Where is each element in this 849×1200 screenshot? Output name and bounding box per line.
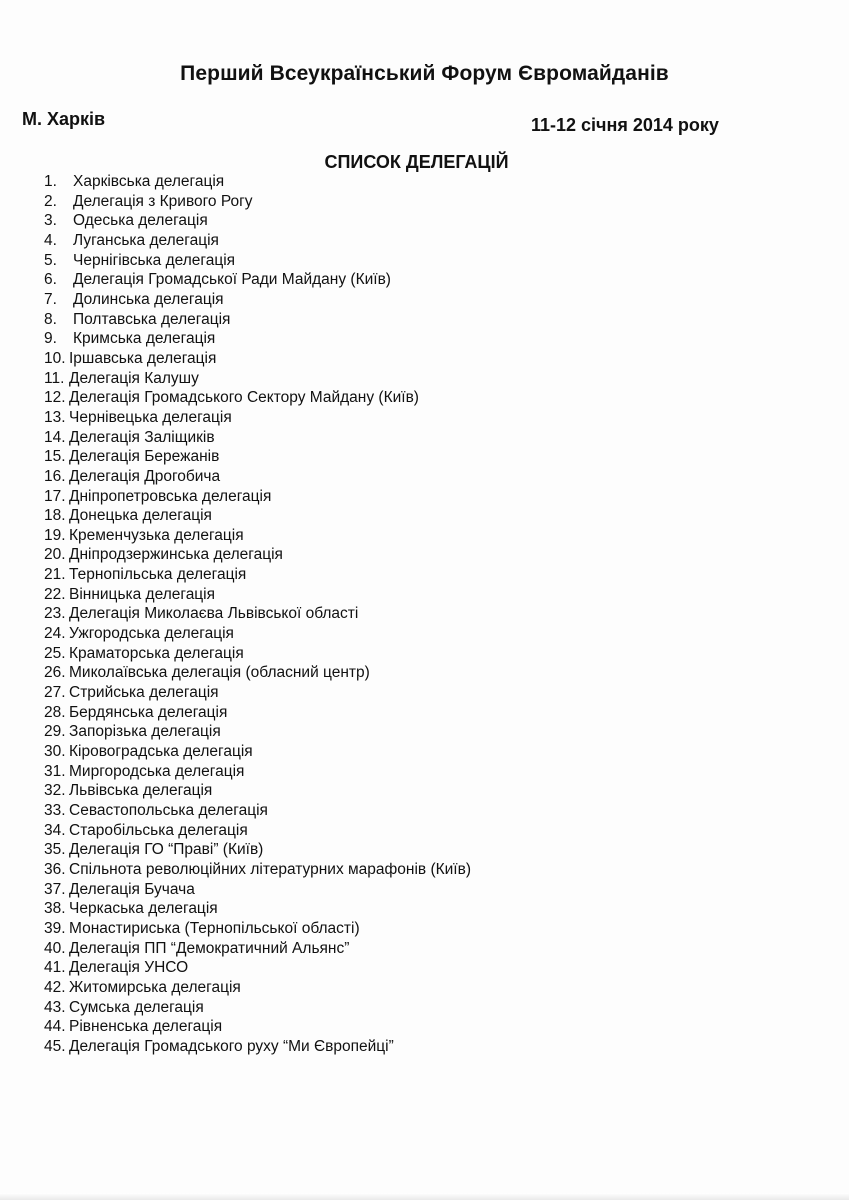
delegation-name: Житомирська делегація (69, 978, 241, 996)
delegation-number: 43. (44, 998, 66, 1016)
delegation-list-item (44, 781, 471, 801)
delegation-name: Чернівецька делегація (69, 408, 232, 426)
delegation-number: 36. (44, 860, 66, 878)
delegation-list-item (44, 447, 471, 467)
delegation-list-item (44, 467, 471, 487)
delegation-list-item (44, 644, 471, 664)
delegation-name: Кіровоградська делегація (69, 743, 253, 761)
delegation-name: Кременчузька делегація (69, 526, 244, 544)
delegation-list-item (44, 585, 471, 605)
delegation-number: 45. (44, 1037, 66, 1055)
delegation-number: 16. (44, 467, 66, 485)
delegation-name: Делегація Бучача (69, 880, 195, 898)
delegation-number: 3. (44, 212, 57, 230)
delegation-list-item (44, 998, 471, 1018)
delegation-name: Вінницька делегація (69, 585, 216, 603)
delegation-list-item (44, 349, 471, 369)
delegation-number: 1. (44, 173, 57, 190)
delegation-list-item (44, 919, 471, 939)
delegation-name: Харківська делегація (73, 173, 225, 190)
delegation-list-item (44, 192, 471, 212)
delegation-name: Делегація Громадської Ради Майдану (Київ) (73, 271, 391, 289)
delegation-number: 38. (44, 900, 66, 918)
delegation-name: Севастопольська делегація (69, 802, 268, 819)
delegation-name: Львівська делегація (69, 782, 213, 800)
delegation-name: Делегація УНСО (69, 959, 189, 977)
delegation-number: 19. (44, 526, 66, 544)
delegation-name: Іршавська делегація (69, 349, 217, 367)
delegation-number: 11. (44, 369, 65, 387)
delegation-list-item (44, 821, 471, 841)
delegation-number: 23. (44, 605, 66, 623)
delegation-number: 32. (44, 782, 66, 800)
delegation-number: 7. (44, 290, 57, 308)
delegation-name: Сумська делегація (69, 998, 204, 1016)
delegation-name: Бердянська делегація (69, 703, 228, 721)
delegation-list-item (44, 840, 471, 860)
delegation-number: 17. (44, 487, 66, 505)
delegation-number: 22. (44, 585, 66, 603)
delegation-name: Делегація Громадського руху “Ми Європейці” (69, 1037, 394, 1055)
delegation-number: 21. (44, 566, 66, 584)
delegation-list-item (44, 251, 471, 271)
delegation-list-item (44, 762, 471, 782)
delegation-name: Монастириська (Тернопільської області) (69, 919, 360, 937)
delegation-list-item (44, 388, 471, 408)
delegation-list-item (44, 663, 471, 683)
delegation-number: 8. (44, 310, 57, 328)
delegation-number: 6. (44, 271, 57, 289)
delegation-number: 26. (44, 664, 66, 682)
delegation-list-item (44, 899, 471, 919)
delegation-name: Делегація Миколаєва Львівської області (69, 605, 359, 623)
delegation-name: Делегація з Кривого Рогу (73, 192, 253, 210)
delegation-list-item (44, 801, 471, 821)
delegation-number: 33. (44, 802, 66, 819)
delegation-list-item (44, 211, 471, 231)
delegation-number: 24. (44, 625, 66, 643)
delegation-name: Делегація ГО “Праві” (Київ) (69, 841, 264, 859)
delegation-name: Делегація ПП “Демократичний Альянс” (69, 939, 350, 957)
delegation-name: Запорізька делегація (69, 723, 221, 741)
delegation-list-item (44, 958, 471, 978)
delegation-name: Черкаська делегація (69, 900, 218, 918)
delegation-name: Луганська делегація (73, 231, 219, 249)
delegation-number: 28. (44, 703, 66, 721)
delegation-list-item (44, 329, 471, 349)
delegation-name: Стрийська делегація (69, 684, 219, 702)
delegation-list-item (44, 683, 471, 703)
delegation-list-item (44, 310, 471, 330)
scan-bottom-edge (0, 1193, 849, 1200)
delegation-number: 12. (44, 389, 66, 407)
list-heading: СПИСОК ДЕЛЕГАЦІЙ (324, 152, 509, 172)
delegation-name: Кримська делегація (73, 330, 216, 348)
delegation-name: Делегація Громадського Сектору Майдану (Київ) (69, 389, 419, 407)
delegation-name: Рівненська делегація (69, 1018, 223, 1036)
delegation-list-item (44, 1037, 471, 1057)
delegation-name: Ужгородська делегація (69, 625, 234, 643)
delegation-list-item (44, 506, 471, 526)
delegation-number: 27. (44, 684, 66, 702)
delegation-list-item (44, 1017, 471, 1037)
delegation-name: Одеська делегація (73, 212, 208, 230)
delegation-name: Делегація Калушу (69, 369, 199, 387)
delegation-number: 15. (44, 448, 66, 466)
delegation-list-item (44, 703, 471, 723)
delegation-list-item (44, 604, 471, 624)
delegation-name: Миргородська делегація (69, 762, 245, 780)
delegation-list-item (44, 408, 471, 428)
delegation-list-item (44, 270, 471, 290)
delegation-number: 35. (44, 841, 66, 859)
delegation-list-item (44, 860, 471, 880)
delegation-name: Долинська делегація (73, 290, 224, 308)
delegation-name: Спільнота революційних літературних марафонів (Київ) (69, 860, 472, 878)
delegation-list-item (44, 939, 471, 959)
delegation-number: 25. (44, 644, 66, 662)
delegation-number: 39. (44, 919, 66, 937)
document-date: 11-12 січня 2014 року (531, 115, 719, 135)
delegation-number: 14. (44, 428, 66, 446)
delegation-name: Дніпропетровська делегація (69, 487, 272, 505)
delegation-number: 44. (44, 1018, 66, 1036)
delegation-list-item (44, 487, 471, 507)
delegation-number: 10. (44, 349, 66, 367)
delegation-list-item (44, 880, 471, 900)
delegation-number: 42. (44, 978, 66, 996)
delegation-list-item (44, 565, 471, 585)
delegation-name: Дніпродзержинська делегація (69, 546, 283, 564)
delegation-name: Донецька делегація (69, 507, 212, 525)
delegation-list (44, 172, 471, 1057)
delegation-number: 2. (44, 192, 57, 210)
delegation-number: 31. (44, 762, 66, 780)
delegation-name: Краматорська делегація (69, 644, 244, 662)
delegation-list-item (44, 526, 471, 546)
delegation-list-item (44, 624, 471, 644)
delegation-list-item (44, 369, 471, 389)
delegation-list-item (44, 978, 471, 998)
delegation-list-item (44, 722, 471, 742)
delegation-list-item (44, 172, 471, 192)
delegation-number: 5. (44, 251, 57, 269)
delegation-number: 18. (44, 507, 66, 525)
document-city: М. Харків (22, 109, 106, 129)
document-title: Перший Всеукраїнський Форум Євромайданів (180, 62, 669, 85)
delegation-name: Делегація Бережанів (69, 448, 220, 466)
delegation-name: Делегація Заліщиків (69, 428, 215, 446)
delegation-name: Миколаївська делегація (обласний центр) (69, 664, 370, 682)
delegation-name: Чернігівська делегація (73, 251, 236, 269)
delegation-number: 30. (44, 743, 66, 761)
delegation-list-item (44, 290, 471, 310)
delegation-number: 9. (44, 330, 57, 348)
delegation-name: Тернопільська делегація (69, 566, 247, 584)
delegation-number: 13. (44, 408, 66, 426)
delegation-number: 20. (44, 546, 66, 564)
delegation-number: 40. (44, 939, 66, 957)
delegation-name: Делегація Дрогобича (69, 467, 221, 485)
delegation-list-item (44, 742, 471, 762)
delegation-number: 34. (44, 821, 66, 839)
delegation-list-item (44, 231, 471, 251)
delegation-number: 41. (44, 959, 66, 977)
delegation-number: 37. (44, 880, 66, 898)
delegation-list-item (44, 428, 471, 448)
delegation-name: Старобільська делегація (69, 821, 248, 839)
delegation-list-item (44, 545, 471, 565)
delegation-name: Полтавська делегація (73, 310, 231, 328)
delegation-number: 29. (44, 723, 66, 741)
delegation-number: 4. (44, 231, 57, 249)
